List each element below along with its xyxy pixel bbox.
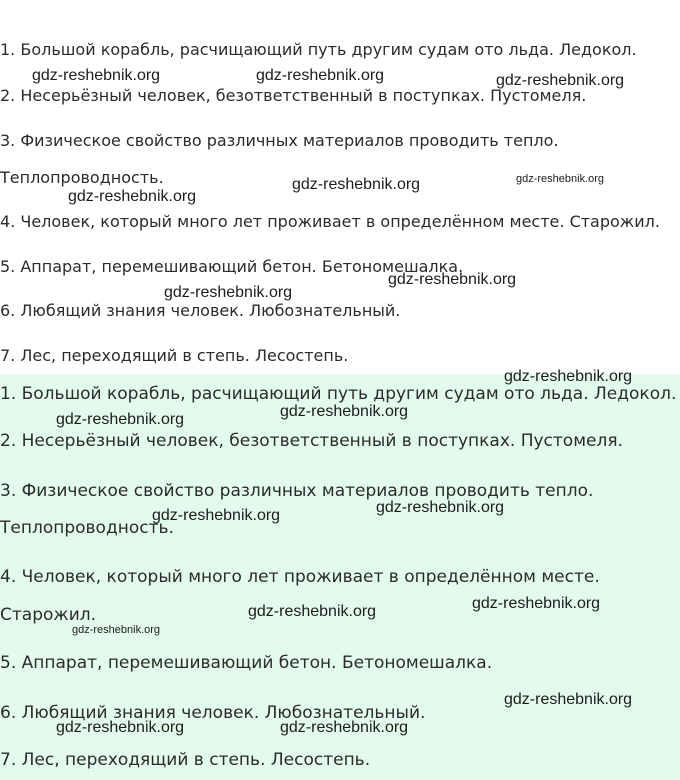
answer-block-plain: [0, 0, 680, 374]
watermark: gdz-reshebnik.org: [280, 719, 409, 736]
answer-line-4-cont: Старожил.: [0, 605, 97, 625]
watermark: gdz-reshebnik.org: [504, 691, 633, 708]
watermark: gdz-reshebnik.org: [32, 67, 161, 84]
watermark: gdz-reshebnik.org: [292, 176, 421, 193]
watermark: gdz-reshebnik.org: [56, 719, 185, 736]
answer-line-3: 3. Физическое свойство различных материалов проводить тепло.: [0, 481, 594, 501]
watermark: gdz-reshebnik.org: [280, 403, 409, 420]
watermark: gdz-reshebnik.org: [256, 67, 385, 84]
watermark: gdz-reshebnik.org: [72, 624, 161, 636]
answer-line-6: 6. Любящий знания человек. Любознательный.: [0, 703, 426, 723]
answer-line-7: 7. Лес, переходящий в степь. Лесостепь.: [0, 750, 371, 770]
watermark: gdz-reshebnik.org: [388, 271, 517, 288]
answer-line-2: 2. Несерьёзный человек, безответственный в поступках. Пустомеля.: [0, 86, 587, 105]
watermark: gdz-reshebnik.org: [376, 499, 505, 516]
answer-line-4: 4. Человек, который много лет проживает в определённом месте.: [0, 567, 600, 587]
answer-line-3-cont: Теплопроводность.: [0, 518, 174, 538]
answer-line-4: 4. Человек, который много лет проживает в определённом месте. Старожил.: [0, 212, 660, 231]
watermark: gdz-reshebnik.org: [68, 188, 197, 205]
watermark: gdz-reshebnik.org: [56, 411, 185, 428]
watermark: gdz-reshebnik.org: [516, 173, 605, 185]
answer-line-3-cont: Теплопроводность.: [0, 168, 164, 187]
watermark: gdz-reshebnik.org: [496, 72, 625, 89]
watermark: gdz-reshebnik.org: [504, 368, 633, 385]
watermark: gdz-reshebnik.org: [164, 284, 293, 301]
watermark: gdz-reshebnik.org: [472, 595, 601, 612]
watermark: gdz-reshebnik.org: [152, 507, 281, 524]
answer-line-1: 1. Большой корабль, расчищающий путь другим судам ото льда. Ледокол.: [0, 384, 677, 404]
answer-line-7: 7. Лес, переходящий в степь. Лесостепь.: [0, 346, 349, 365]
answer-line-5: 5. Аппарат, перемешивающий бетон. Бетономешалка.: [0, 653, 493, 673]
answer-line-6: 6. Любящий знания человек. Любознательный.: [0, 301, 401, 320]
answer-block-highlighted: [0, 368, 680, 780]
answer-line-5: 5. Аппарат, перемешивающий бетон. Бетономешалка.: [0, 257, 464, 276]
answer-line-1: 1. Большой корабль, расчищающий путь другим судам ото льда. Ледокол.: [0, 40, 637, 59]
answer-line-3: 3. Физическое свойство различных материалов проводить тепло.: [0, 131, 559, 150]
answer-line-2: 2. Несерьёзный человек, безответственный в поступках. Пустомеля.: [0, 431, 623, 451]
watermark: gdz-reshebnik.org: [248, 603, 377, 620]
